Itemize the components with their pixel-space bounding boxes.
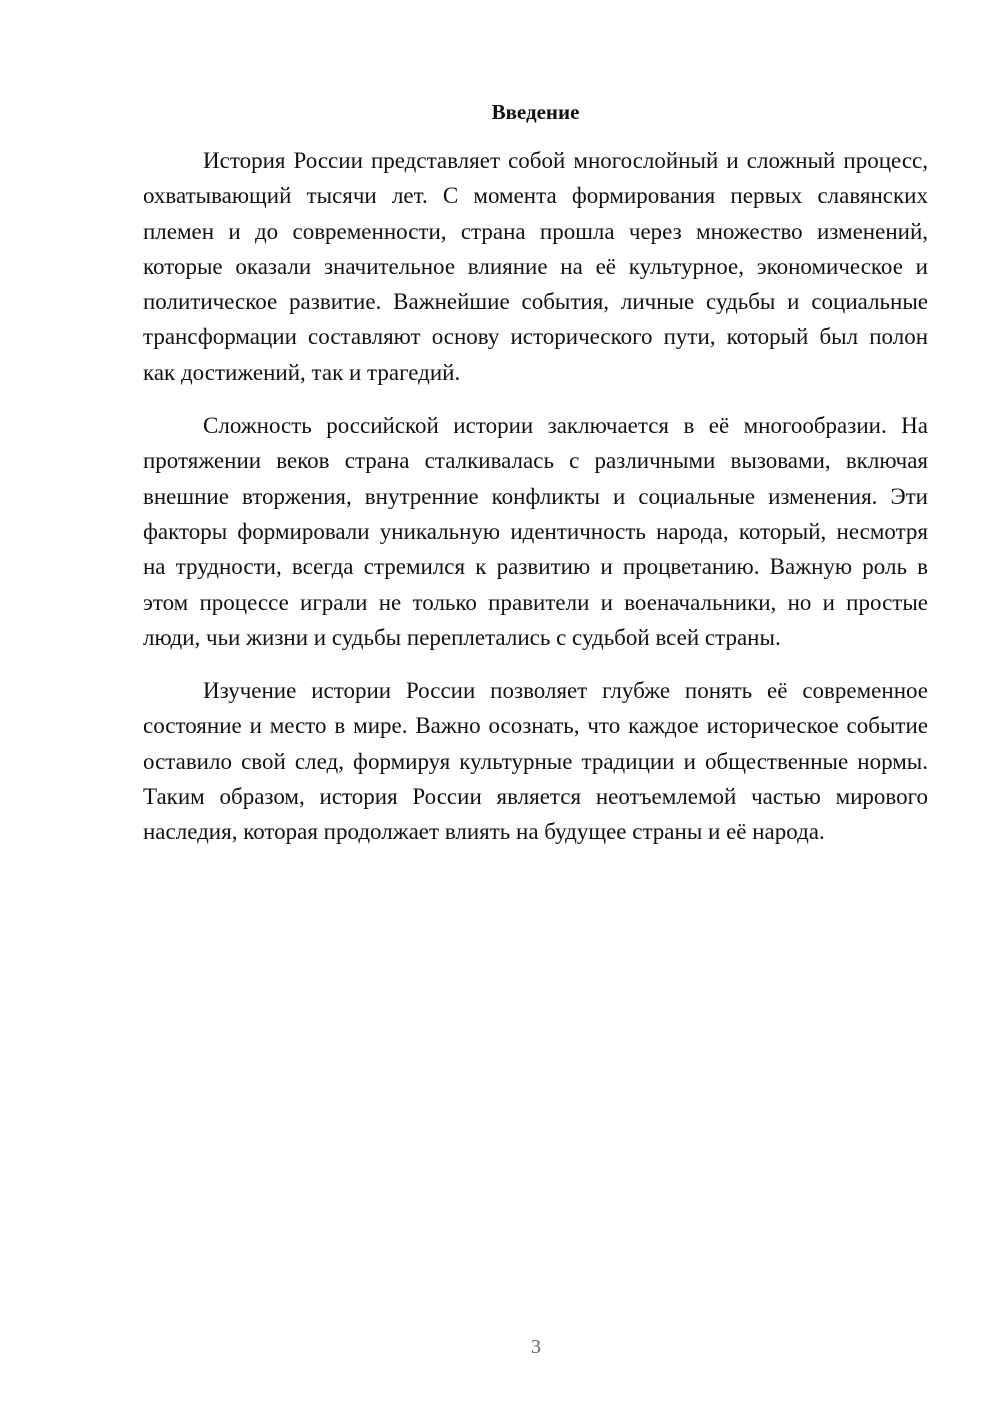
paragraph-1: История России представляет собой многослойный и сложный процесс, охватывающий тысячи лет. С момента формирования первых славянских племен и до современности, страна прошла через множество изменений, которые оказали значительное влияние на её культурное, экономическое и политическое развитие. Важнейшие события, личные судьбы и социальные трансформации составляют основу исторического пути, который был полон как достижений, так и трагедий. (143, 148, 928, 385)
page-title: Введение (491, 100, 580, 124)
body-text (143, 143, 928, 868)
paragraph-2: Сложность российской истории заключается в её многообразии. На протяжении веков страна сталкивалась с различными вызовами, включая внешние вторжения, внутренние конфликты и социальные изменения. Эти факторы формировали уникальную идентичность народа, который, несмотря на трудности, всегда стремился к развитию и процветанию. Важную роль в этом процессе играли не только правители и военачальники, но и простые люди, чьи жизни и судьбы переплетались с судьбой всей страны. (143, 413, 928, 650)
page-number: 3 (531, 1336, 541, 1358)
paragraph-3: Изучение истории России позволяет глубже понять её современное состояние и место в мире. Важно осознать, что каждое историческое событие оставило свой след, формируя культурные традиции и общественные нормы. Таким образом, история России является неотъемлемой частью мирового наследия, которая продолжает влиять на будущее страны и её народа. (143, 678, 928, 845)
